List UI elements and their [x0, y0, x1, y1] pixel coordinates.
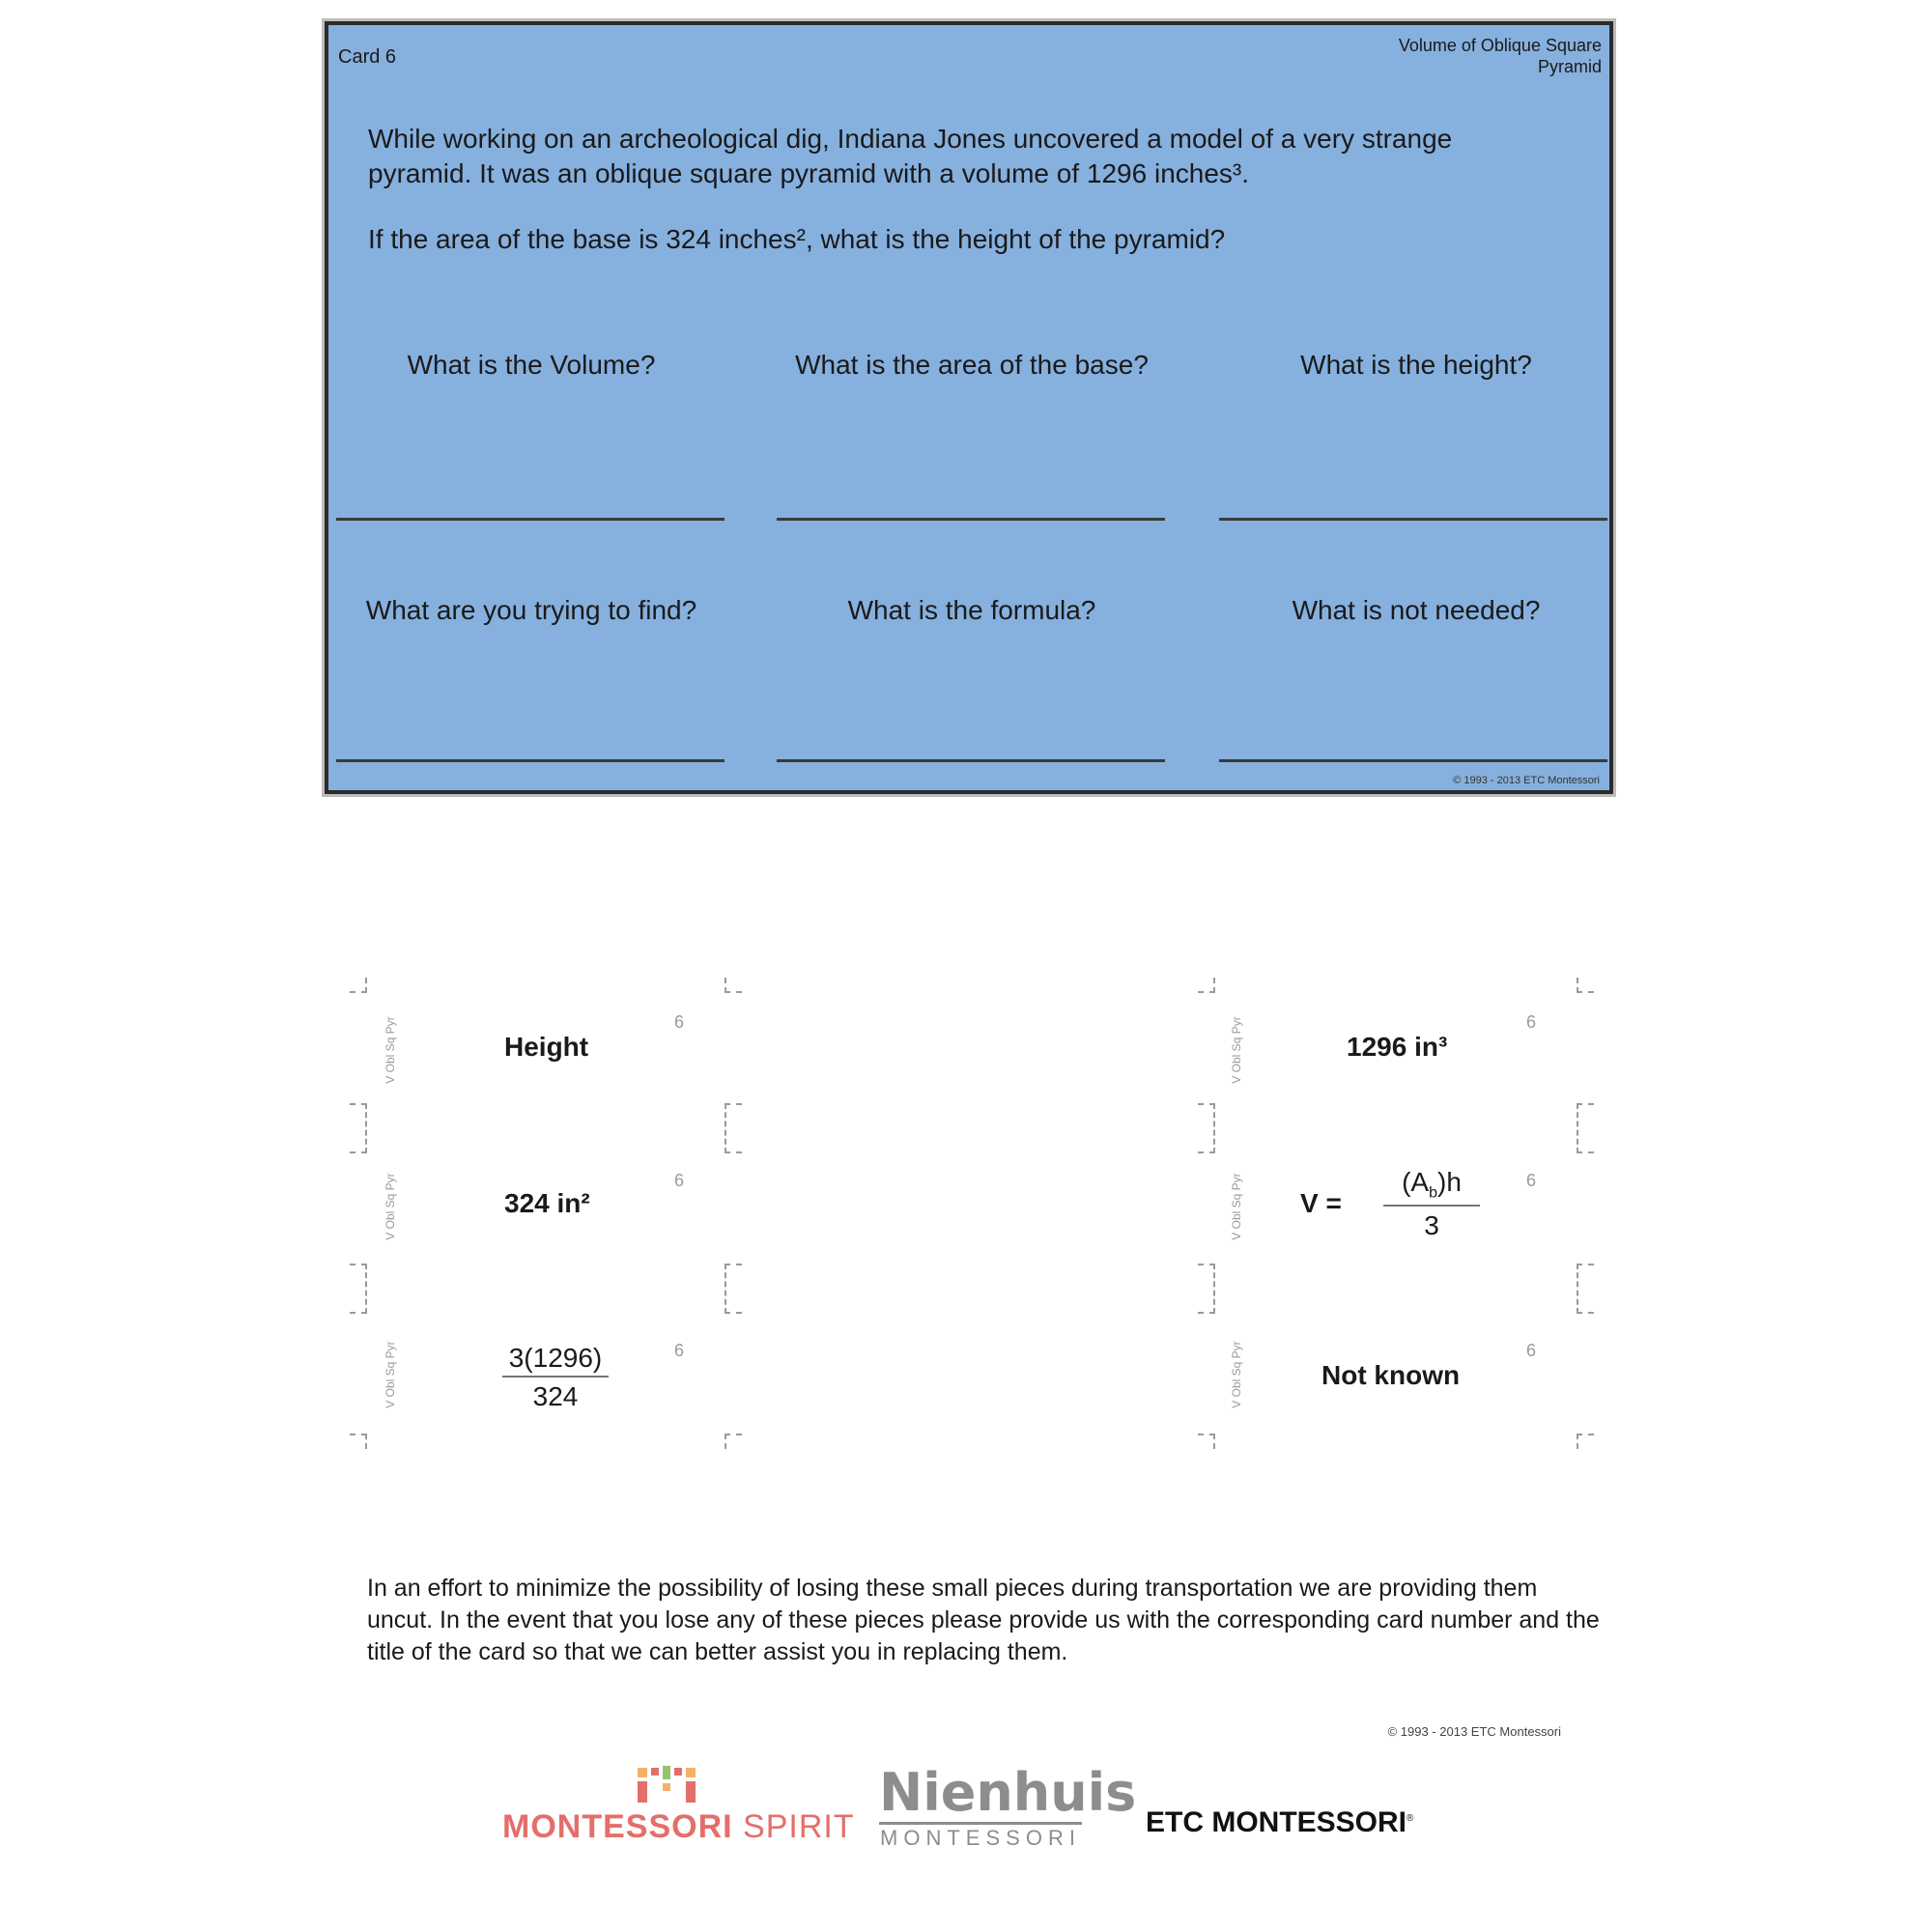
crop-mark [724, 1264, 742, 1314]
crop-mark [350, 1103, 367, 1153]
piece-number: 6 [1526, 1171, 1537, 1190]
fraction-denominator: 324 [532, 1381, 579, 1411]
fraction-denominator: 3 [1424, 1209, 1439, 1240]
piece-tag: V Obl Sq Pyr [384, 1016, 397, 1084]
crop-mark [1577, 1434, 1594, 1449]
montessori-spirit-mark-icon [636, 1764, 697, 1808]
crop-mark [724, 978, 742, 993]
piece-volume: 1296 in³ [1347, 1032, 1448, 1062]
etc-montessori-logo [1146, 1806, 1413, 1839]
piece-number: 6 [674, 1012, 685, 1032]
card-copyright: © 1993 - 2013 ETC Montessori [1453, 775, 1600, 786]
prompt-formula: What is the formula? [847, 595, 1096, 625]
answer-line [777, 518, 1165, 521]
crop-mark [724, 1103, 742, 1153]
crop-mark [1198, 978, 1215, 993]
nienhuis-sub-text: MONTESSORI [880, 1826, 1081, 1850]
prompt-height: What is the height? [1300, 350, 1532, 380]
prompt-volume: What is the Volume? [407, 350, 656, 380]
piece-number: 6 [1526, 1341, 1537, 1360]
card-number: Card 6 [338, 46, 397, 68]
piece-tag: V Obl Sq Pyr [1230, 1341, 1243, 1408]
answer-line [777, 759, 1165, 762]
ms-light-text: SPIRIT [732, 1808, 855, 1845]
crop-mark [1577, 978, 1594, 993]
note-text: In an effort to minimize the possibility of losing these small pieces during transportation we are providing them uncut. In the event that you lose any of these pieces please provide us with the corresponding card number and the title of the card so that we can better assist you in replacing them. [367, 1575, 1600, 1665]
nienhuis-logo [879, 1762, 1137, 1852]
piece-tag: V Obl Sq Pyr [384, 1173, 397, 1240]
piece-tag: V Obl Sq Pyr [1230, 1016, 1243, 1084]
crop-mark [724, 1434, 742, 1449]
piece-height: Height [504, 1032, 589, 1062]
montessori-spirit-logo [502, 1764, 855, 1846]
piece-number: 6 [1526, 1012, 1537, 1032]
formula-fraction [1383, 1167, 1480, 1241]
question-text: If the area of the base is 324 inches², what is the height of the pyramid? [368, 224, 1226, 254]
piece-base-area: 324 in² [504, 1188, 590, 1218]
piece-number: 6 [674, 1171, 685, 1190]
page-copyright: © 1993 - 2013 ETC Montessori [1387, 1724, 1561, 1739]
prompt-base-area: What is the area of the base? [795, 350, 1149, 380]
fraction-numerator: $(A_b)h$ [1383, 1167, 1480, 1207]
answer-line [1219, 518, 1607, 521]
answer-line [1219, 759, 1607, 762]
crop-mark [350, 1434, 367, 1449]
crop-mark [350, 1264, 367, 1314]
piece-tag: V Obl Sq Pyr [384, 1341, 397, 1408]
registered-mark: ® [1406, 1813, 1414, 1824]
prompt-not-needed: What is not needed? [1292, 595, 1541, 625]
card-title: Volume of Oblique Square Pyramid [1398, 36, 1602, 76]
piece-not-needed: Not known [1321, 1360, 1461, 1390]
crop-mark [1198, 1264, 1215, 1314]
crop-mark [350, 978, 367, 993]
formula-lhs: V = [1300, 1188, 1342, 1218]
task-card [325, 21, 1613, 794]
ms-bold-text: MONTESSORI [502, 1808, 733, 1845]
crop-mark [1198, 1103, 1215, 1153]
nienhuis-main-text: Nienhuis [879, 1762, 1137, 1823]
problem-text: While working on an archeological dig, Indiana Jones uncovered a model of a very strange pyramid. It was an oblique square pyramid with a volume of 1296 inches³. [368, 124, 1453, 188]
crop-mark [1198, 1434, 1215, 1449]
answer-line [336, 759, 724, 762]
crop-mark [1577, 1264, 1594, 1314]
fraction-numerator: 3(1296) [502, 1343, 609, 1378]
etc-text: ETC MONTESSORI [1146, 1806, 1407, 1838]
piece-height-answer [502, 1343, 609, 1412]
answer-line [336, 518, 724, 521]
crop-mark [1577, 1103, 1594, 1153]
piece-number: 6 [674, 1341, 685, 1360]
prompt-find: What are you trying to find? [365, 595, 697, 625]
piece-tag: V Obl Sq Pyr [1230, 1173, 1243, 1240]
